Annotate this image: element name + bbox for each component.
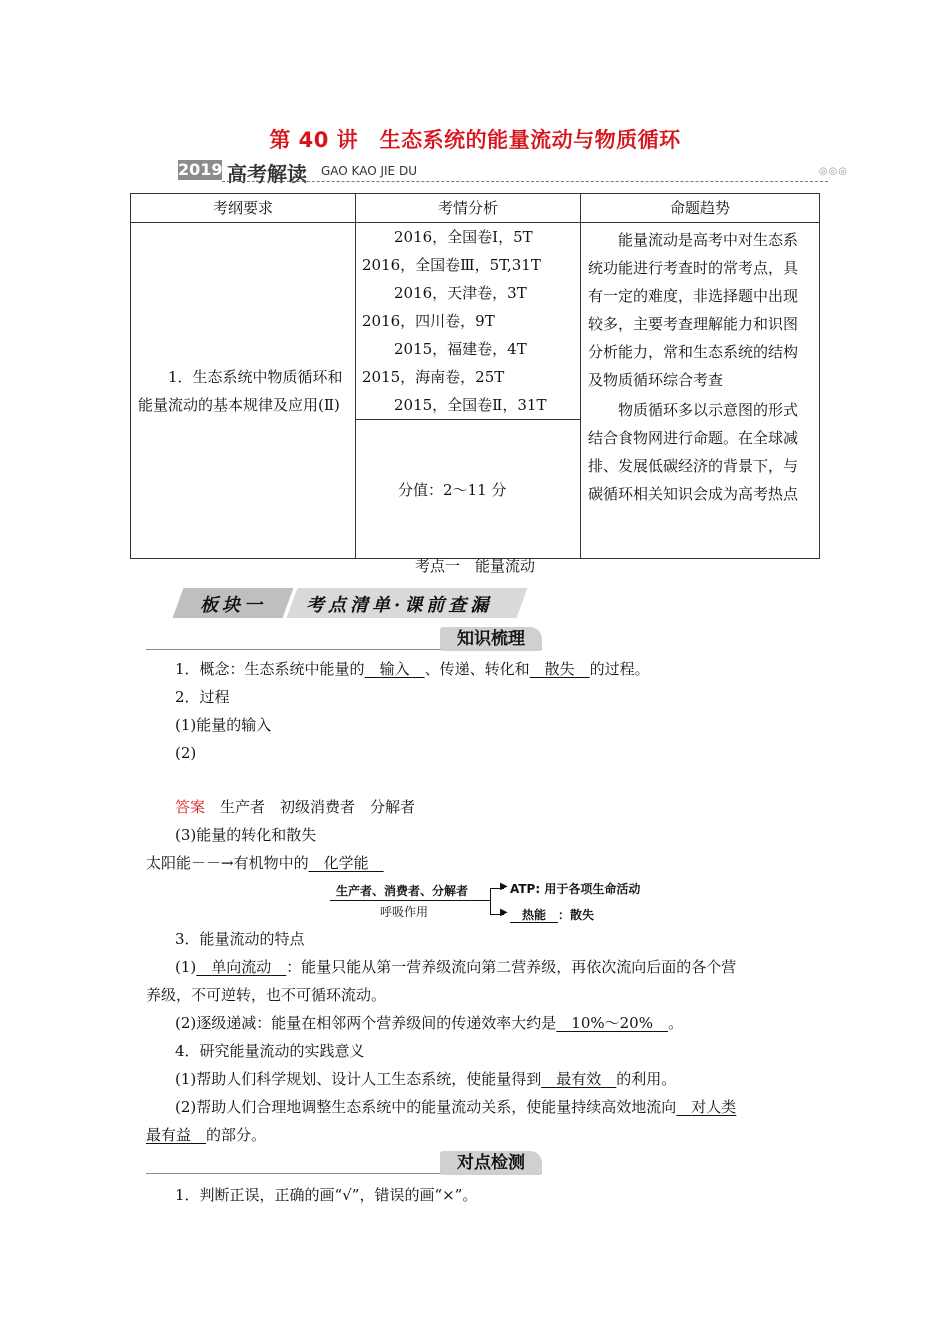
knowledge-review-heading: 知识梳理 bbox=[440, 627, 542, 651]
table-header: 考情分析 bbox=[356, 194, 581, 223]
block-banner-right: 考点清单·课前查漏 bbox=[306, 595, 493, 616]
blank-text: 对人类 bbox=[691, 1098, 737, 1116]
diagram-process-label: 呼吸作用 bbox=[380, 905, 429, 919]
feature-two-line bbox=[175, 1009, 683, 1037]
conversion-heading: (3)能量的转化和散失 bbox=[175, 826, 317, 844]
exam-item: 2015，全国卷Ⅱ，31T bbox=[394, 396, 547, 414]
diagram-source-label: 生产者、消费者、分解者 bbox=[336, 884, 469, 898]
significance-two-line bbox=[175, 1093, 736, 1121]
answer-blank bbox=[309, 854, 384, 872]
text: 1．概念：生态系统中能量的 bbox=[175, 660, 365, 678]
exam-item: 2016，天津卷，3T bbox=[394, 284, 527, 302]
diagram-branch bbox=[490, 888, 491, 914]
trend-paragraph: 能量流动是高考中对生态系统功能进行考查时的常考点，具有一定的难度，非选择题中出现较多，主要考查理解能力和识图分析能力，常和生态系统的结构及物质循环综合考查 bbox=[588, 231, 799, 389]
blank-text: 散失 bbox=[544, 660, 575, 678]
block-banner bbox=[178, 588, 523, 618]
answer-blank bbox=[510, 908, 558, 922]
answer-text: 生产者 初级消费者 分解者 bbox=[220, 798, 416, 816]
arrow-right-icon: ▶ bbox=[500, 881, 508, 892]
feature-one-line bbox=[175, 953, 736, 981]
text: ：能量只能从第一营养级流向第二营养级，再依次流向后面的各个营 bbox=[286, 958, 737, 976]
answer-blank bbox=[541, 1070, 616, 1088]
text: (2)逐级递减：能量在相邻两个营养级间的传递效率大约是 bbox=[175, 1014, 557, 1032]
text: 的利用。 bbox=[616, 1070, 677, 1088]
blank-text: 化学能 bbox=[323, 854, 369, 872]
item-2-label: (2) bbox=[175, 744, 197, 762]
features-heading: 3．能量流动的特点 bbox=[175, 930, 305, 948]
trend-paragraph: 物质循环多以示意图的形式结合食物网进行命题。在全球减排、发展低碳经济的背景下，与碳循环相关知识会成为高考热点 bbox=[588, 401, 799, 503]
requirement-cell bbox=[131, 223, 356, 559]
exam-item: 2016，全国卷Ⅲ，5T,31T bbox=[362, 256, 541, 274]
text: 的部分。 bbox=[206, 1126, 267, 1144]
requirement-text: 1．生态系统中物质循环和能量流动的基本规律及应用(Ⅱ) bbox=[138, 367, 343, 414]
answer-blank bbox=[196, 958, 286, 976]
practice-heading: 对点检测 bbox=[440, 1151, 542, 1175]
exam-item: 2016，全国卷Ⅰ，5T bbox=[394, 228, 533, 246]
text: 的过程。 bbox=[589, 660, 650, 678]
significance-two-cont bbox=[146, 1121, 266, 1149]
exam-table bbox=[130, 193, 820, 559]
exam-item: 2015，福建卷，4T bbox=[394, 340, 527, 358]
table-header: 命题趋势 bbox=[581, 194, 820, 223]
answer-blank bbox=[556, 1014, 668, 1032]
answer-label: 答案 bbox=[175, 798, 206, 816]
true-false-instruction: 1．判断正误，正确的画“√”，错误的画“×”。 bbox=[175, 1186, 478, 1204]
answer-line bbox=[175, 793, 415, 821]
answer-blank bbox=[146, 1126, 206, 1144]
page-title: 第 40 讲 生态系统的能量流动与物质循环 bbox=[269, 128, 681, 152]
exam-item: 2016，四川卷，9T bbox=[362, 312, 495, 330]
text: (1) bbox=[175, 958, 197, 976]
text: 。 bbox=[667, 1014, 683, 1032]
concept-line bbox=[175, 655, 650, 683]
text: (1)帮助人们科学规划、设计人工生态系统，使能量得到 bbox=[175, 1070, 542, 1088]
banner-divider bbox=[222, 181, 828, 182]
text: 、传递、转化和 bbox=[424, 660, 530, 678]
feature-one-cont: 养级，不可逆转，也不可循环流动。 bbox=[146, 986, 387, 1004]
section-caption: 考点一 能量流动 bbox=[414, 557, 535, 575]
answer-blank bbox=[676, 1098, 736, 1116]
text: ：散失 bbox=[558, 908, 595, 922]
score-text: 分值：2～11 分 bbox=[398, 480, 507, 499]
blank-text: 单向流动 bbox=[211, 958, 272, 976]
block-banner-left: 板块一 bbox=[200, 595, 266, 616]
blank-text: 最有益 bbox=[146, 1126, 192, 1144]
respiration-diagram bbox=[330, 878, 650, 924]
blank-text: 10%～20% bbox=[571, 1014, 653, 1032]
blank-text: 输入 bbox=[379, 660, 410, 678]
significance-heading: 4．研究能量流动的实践意义 bbox=[175, 1042, 365, 1060]
text: 太阳能－－→有机物中的 bbox=[146, 854, 309, 872]
trend-cell bbox=[581, 223, 820, 559]
diagram-arrow-line bbox=[330, 900, 490, 901]
exam-item: 2015，海南卷，25T bbox=[362, 368, 505, 386]
banner-label: 高考解读 bbox=[227, 162, 307, 186]
answer-blank bbox=[530, 660, 590, 678]
score-cell bbox=[356, 420, 581, 559]
sun-energy-line bbox=[146, 849, 384, 877]
energy-input-heading: (1)能量的输入 bbox=[175, 716, 272, 734]
table-header: 考纲要求 bbox=[131, 194, 356, 223]
blank-text: 热能 bbox=[522, 908, 547, 922]
blank-text: 最有效 bbox=[556, 1070, 602, 1088]
answer-blank bbox=[365, 660, 425, 678]
text: (2)帮助人们合理地调整生态系统中的能量流动关系，使能量持续高效地流向 bbox=[175, 1098, 677, 1116]
banner-pinyin: GAO KAO JIE DU bbox=[321, 164, 417, 178]
exam-history-cell bbox=[356, 223, 581, 420]
arrow-right-icon: ▶ bbox=[500, 907, 508, 918]
diagram-atp-label: ATP: 用于各项生命活动 bbox=[510, 882, 641, 896]
diagram-heat-label bbox=[510, 906, 594, 923]
banner-year: 2019 bbox=[178, 160, 223, 179]
significance-one-line bbox=[175, 1065, 676, 1093]
decor-dots-icon: ◎◎◎ bbox=[818, 166, 848, 177]
gaokao-banner bbox=[178, 158, 848, 186]
process-heading: 2．过程 bbox=[175, 688, 230, 706]
